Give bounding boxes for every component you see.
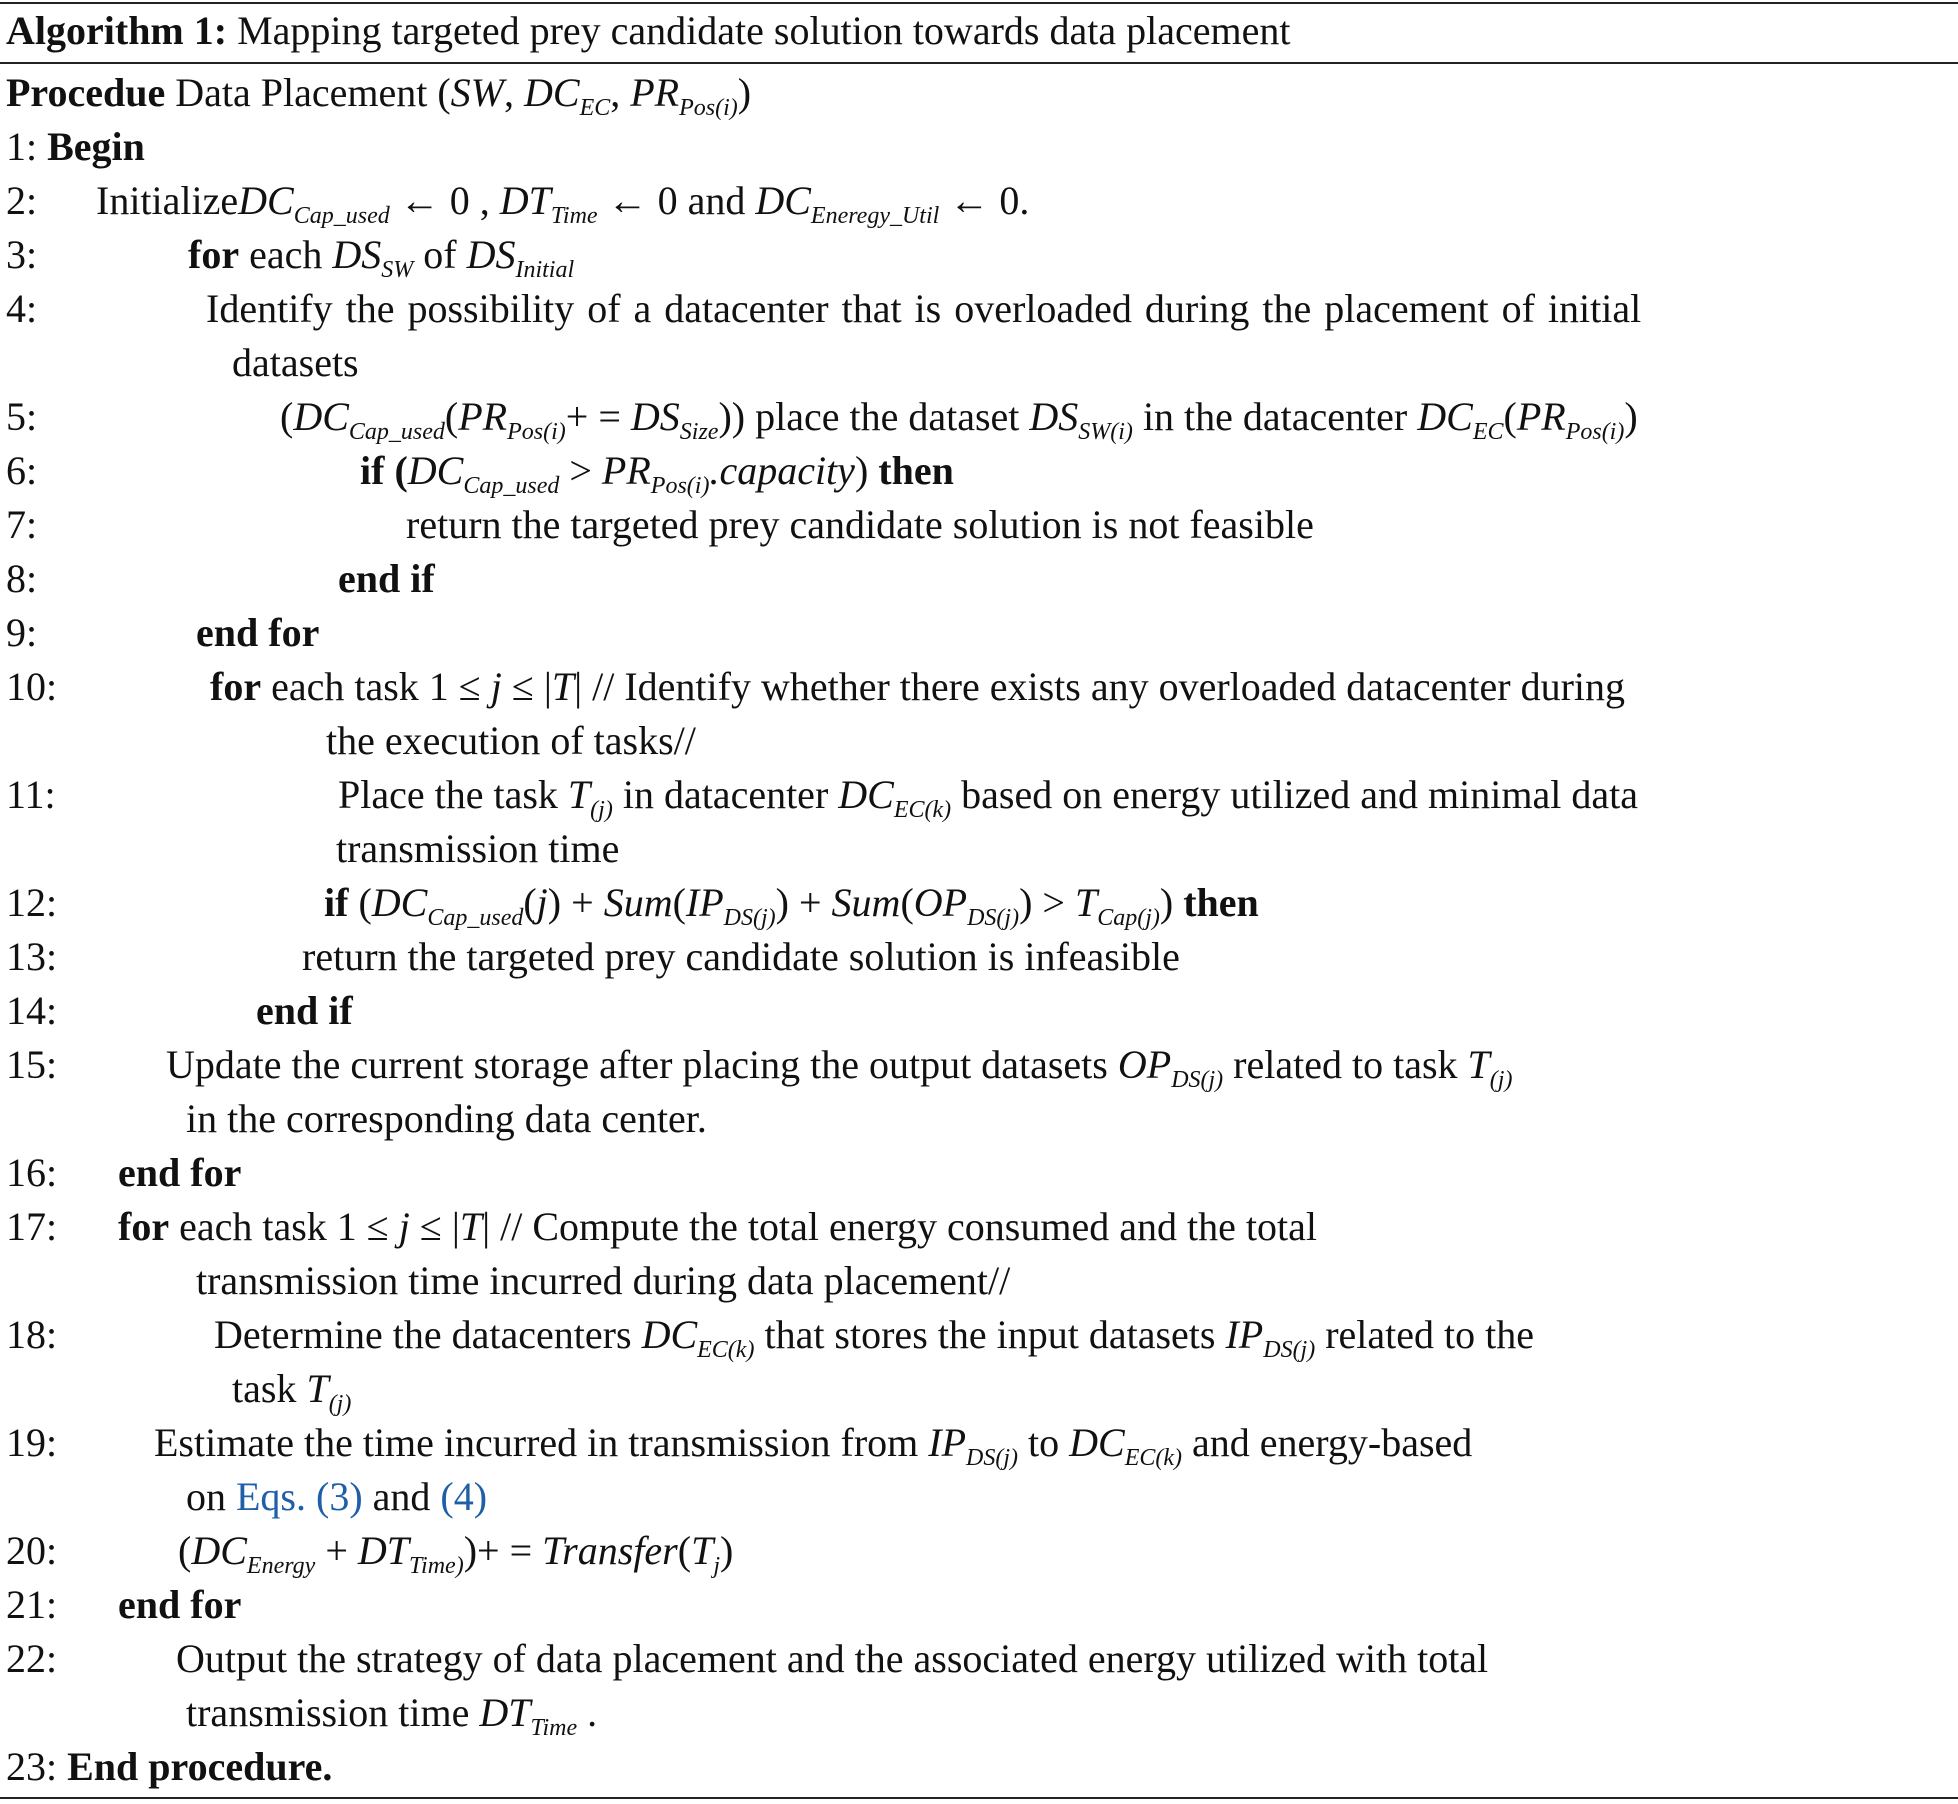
statement-text: place the dataset bbox=[755, 394, 1020, 439]
statement-text: return the targeted prey candidate solution is not feasible bbox=[406, 502, 1314, 547]
line-number: 13: bbox=[6, 934, 58, 979]
algorithm-line bbox=[0, 390, 1958, 444]
algorithm-line bbox=[0, 1200, 1958, 1254]
statement-text: the execution of tasks// bbox=[326, 718, 696, 763]
math-expression: $IP_{DS(j)}$ bbox=[928, 1420, 1019, 1471]
line-number: 12: bbox=[6, 880, 58, 925]
keyword-end-for: end for bbox=[118, 1150, 242, 1195]
statement-text: in the datacenter bbox=[1142, 394, 1408, 439]
algorithm-line bbox=[0, 552, 1958, 606]
statement-text: Place the task bbox=[338, 772, 558, 817]
line-number: 1: bbox=[6, 124, 38, 169]
keyword-for: for bbox=[118, 1204, 170, 1249]
algorithm-line bbox=[0, 1632, 1958, 1686]
algorithm-line: 3: for each $DS_{SW}$ of $DS_{Initial}$ bbox=[0, 228, 1958, 282]
statement-text: in datacenter bbox=[622, 772, 829, 817]
statement-text: Determine the datacenters bbox=[214, 1312, 632, 1357]
algorithm-line-continuation bbox=[0, 1470, 1958, 1524]
statement-text: Output the strategy of data placement and the associated energy utilized with total bbox=[176, 1636, 1489, 1681]
algorithm-line bbox=[0, 876, 1958, 930]
statement-text: Initialize bbox=[96, 178, 239, 223]
keyword-begin: Begin bbox=[47, 124, 145, 169]
procedure-header bbox=[0, 66, 1958, 120]
math-expression: task 1 ≤ j ≤ |T| bbox=[262, 1204, 491, 1249]
line-number: 3: bbox=[6, 232, 38, 277]
algorithm-line bbox=[0, 1416, 1958, 1470]
procedure-signature: (SW, $DC_{EC}$, $PR_{Pos(i)}$) bbox=[437, 70, 752, 121]
keyword-for: for bbox=[210, 664, 262, 709]
statement-text: each bbox=[271, 664, 345, 709]
math-expression: $T_{(j)}$ bbox=[1467, 1042, 1513, 1093]
procedure-keyword: Procedue bbox=[6, 70, 166, 115]
algorithm-line-continuation bbox=[0, 1254, 1958, 1308]
statement-text: based on energy utilized and minimal data bbox=[961, 772, 1638, 817]
keyword-end-procedure: End procedure. bbox=[67, 1744, 333, 1789]
line-number: 21: bbox=[6, 1582, 58, 1627]
keyword-end-for: end for bbox=[196, 610, 320, 655]
line-number: 23: bbox=[6, 1744, 58, 1789]
math-expression: $OP_{DS(j)}$ bbox=[1117, 1042, 1224, 1093]
algorithm-line bbox=[0, 1146, 1958, 1200]
algorithm-line bbox=[0, 1524, 1958, 1578]
math-expression: $DC_{Eneregy\_Util}$ bbox=[755, 178, 940, 229]
line-number: 14: bbox=[6, 988, 58, 1033]
algorithm-line: 2: InitializeDC$_{Cap\_used}$ ← 0 , $DT_{Time}$ ← 0 and $DC_{Eneregy\_Util}$ ← 0. bbox=[0, 174, 1958, 228]
line-number: 15: bbox=[6, 1042, 58, 1087]
statement-text: in the corresponding data center. bbox=[186, 1096, 707, 1141]
math-expression: $IP_{DS(j)}$ bbox=[1225, 1312, 1316, 1363]
algorithm-line bbox=[0, 930, 1958, 984]
statement-text: Update the current storage after placing the output datasets bbox=[166, 1042, 1108, 1087]
algorithm-line bbox=[0, 1038, 1958, 1092]
algorithm-line bbox=[0, 444, 1958, 498]
algorithm-line bbox=[0, 120, 1958, 174]
algorithm-line-continuation bbox=[0, 822, 1958, 876]
statement-text: transmission time bbox=[186, 1690, 470, 1735]
statement-text: on bbox=[186, 1474, 226, 1519]
algorithm-line bbox=[0, 1308, 1958, 1362]
line-number: 9: bbox=[6, 610, 38, 655]
math-expression: $DC_{EC(k)}$ bbox=[1069, 1420, 1183, 1471]
algorithm-line bbox=[0, 768, 1958, 822]
line-number: 17: bbox=[6, 1204, 58, 1249]
line-number: 4: bbox=[6, 286, 38, 331]
math-expression: $T_{(j)}$ bbox=[567, 772, 613, 823]
line-number: 7: bbox=[6, 502, 38, 547]
keyword-if: if bbox=[324, 880, 349, 925]
statement-text: transmission time bbox=[336, 826, 620, 871]
line-number: 11: bbox=[6, 772, 56, 817]
algorithm-title: Mapping targeted prey candidate solution towards data placement bbox=[237, 8, 1291, 53]
keyword-if: if bbox=[360, 448, 385, 493]
line-number: 20: bbox=[6, 1528, 58, 1573]
statement-text: and bbox=[372, 1474, 431, 1519]
algorithm-line-continuation bbox=[0, 1362, 1958, 1416]
statement-text: each bbox=[249, 232, 323, 277]
algorithm-line bbox=[0, 282, 1958, 336]
line-number: 22: bbox=[6, 1636, 58, 1681]
algorithm-line bbox=[0, 660, 1958, 714]
statement-text: // Compute the total energy consumed and the total bbox=[500, 1204, 1317, 1249]
math-expression: $(DC_{Energy} + DT_{Time)})+$ = $Transfer(T_j)$ bbox=[178, 1528, 734, 1579]
statement-text: Identify the possibility of a datacenter that is overloaded during the placement of initial bbox=[206, 286, 1642, 331]
math-expression: $(DC_{Cap\_used}(j) + Sum(IP_{DS(j)}) + Sum(OP_{DS(j)}) > T_{Cap(j)})$ bbox=[358, 880, 1174, 931]
keyword-end-if: end if bbox=[338, 556, 435, 601]
algorithm-line bbox=[0, 498, 1958, 552]
algorithm-label: Algorithm 1: bbox=[6, 8, 228, 53]
line-number: 8: bbox=[6, 556, 38, 601]
statement-text: datasets bbox=[232, 340, 359, 385]
statement-text: return the targeted prey candidate solution is infeasible bbox=[302, 934, 1180, 979]
algorithm-line-continuation bbox=[0, 336, 1958, 390]
statement-text: task bbox=[232, 1366, 297, 1411]
statement-text: // Identify whether there exists any overloaded datacenter during bbox=[592, 664, 1626, 709]
line-number: 2: bbox=[6, 178, 38, 223]
algorithm-line bbox=[0, 1578, 1958, 1632]
keyword-for: for bbox=[188, 232, 240, 277]
math-expression: $DS_{SW}$ bbox=[332, 232, 414, 283]
equation-3-link[interactable]: Eqs. (3) bbox=[236, 1474, 363, 1519]
algorithm-line-continuation bbox=[0, 714, 1958, 768]
statement-text: to bbox=[1028, 1420, 1060, 1465]
math-expression: $DS_{Initial}$ bbox=[466, 232, 575, 283]
keyword-then: then bbox=[1183, 880, 1259, 925]
math-expression: $DC_{Cap\_used}$ bbox=[238, 178, 390, 229]
algorithm-line-continuation bbox=[0, 1092, 1958, 1146]
line-number: 10: bbox=[6, 664, 58, 709]
line-number: 16: bbox=[6, 1150, 58, 1195]
keyword-end-for: end for bbox=[118, 1582, 242, 1627]
math-expression: task 1 ≤ j ≤ |T| bbox=[354, 664, 583, 709]
statement-text: related to the bbox=[1325, 1312, 1535, 1357]
keyword-end-if: end if bbox=[256, 988, 353, 1033]
algorithm-line bbox=[0, 606, 1958, 660]
statement-text: Estimate the time incurred in transmission from bbox=[154, 1420, 919, 1465]
line-number: 6: bbox=[6, 448, 38, 493]
math-expression: $DS_{SW(i)}$ bbox=[1029, 394, 1133, 445]
math-expression: $(DC_{Cap\_used}(PR_{Pos(i)}+ = DS_{Size}))$ bbox=[280, 394, 746, 445]
line-number: 18: bbox=[6, 1312, 58, 1357]
algorithm-line bbox=[0, 984, 1958, 1038]
line-number: 5: bbox=[6, 394, 38, 439]
statement-text: each bbox=[179, 1204, 253, 1249]
math-expression: $DT_{Time}$ bbox=[499, 178, 598, 229]
procedure-name: Data Placement bbox=[175, 70, 428, 115]
statement-text: and energy-based bbox=[1192, 1420, 1473, 1465]
math-expression: $DC_{EC(k)}$ bbox=[641, 1312, 755, 1363]
keyword-then: then bbox=[878, 448, 954, 493]
equation-4-link[interactable]: (4) bbox=[440, 1474, 488, 1519]
math-expression: $DC_{EC}(PR_{Pos(i)})$ bbox=[1417, 394, 1638, 445]
line-number: 19: bbox=[6, 1420, 58, 1465]
math-expression: $DT_{Time}$ bbox=[479, 1690, 578, 1741]
statement-text: transmission time incurred during data placement// bbox=[196, 1258, 1011, 1303]
statement-text: that stores the input datasets bbox=[764, 1312, 1216, 1357]
algorithm-caption bbox=[0, 4, 1958, 58]
caption-rule bbox=[0, 62, 1958, 64]
statement-text: related to task bbox=[1233, 1042, 1458, 1087]
bottom-rule bbox=[0, 1797, 1958, 1799]
algorithm-line bbox=[0, 1740, 1958, 1794]
math-expression: $DC_{EC(k)}$ bbox=[838, 772, 952, 823]
algorithm-line-continuation: transmission time $DT_{Time}$ . bbox=[186, 1690, 598, 1741]
math-expression: ($DC_{Cap\_used}$ > $PR_{Pos(i)}.capacity$) bbox=[394, 448, 869, 499]
math-expression: $T_{(j)}$ bbox=[306, 1366, 352, 1417]
